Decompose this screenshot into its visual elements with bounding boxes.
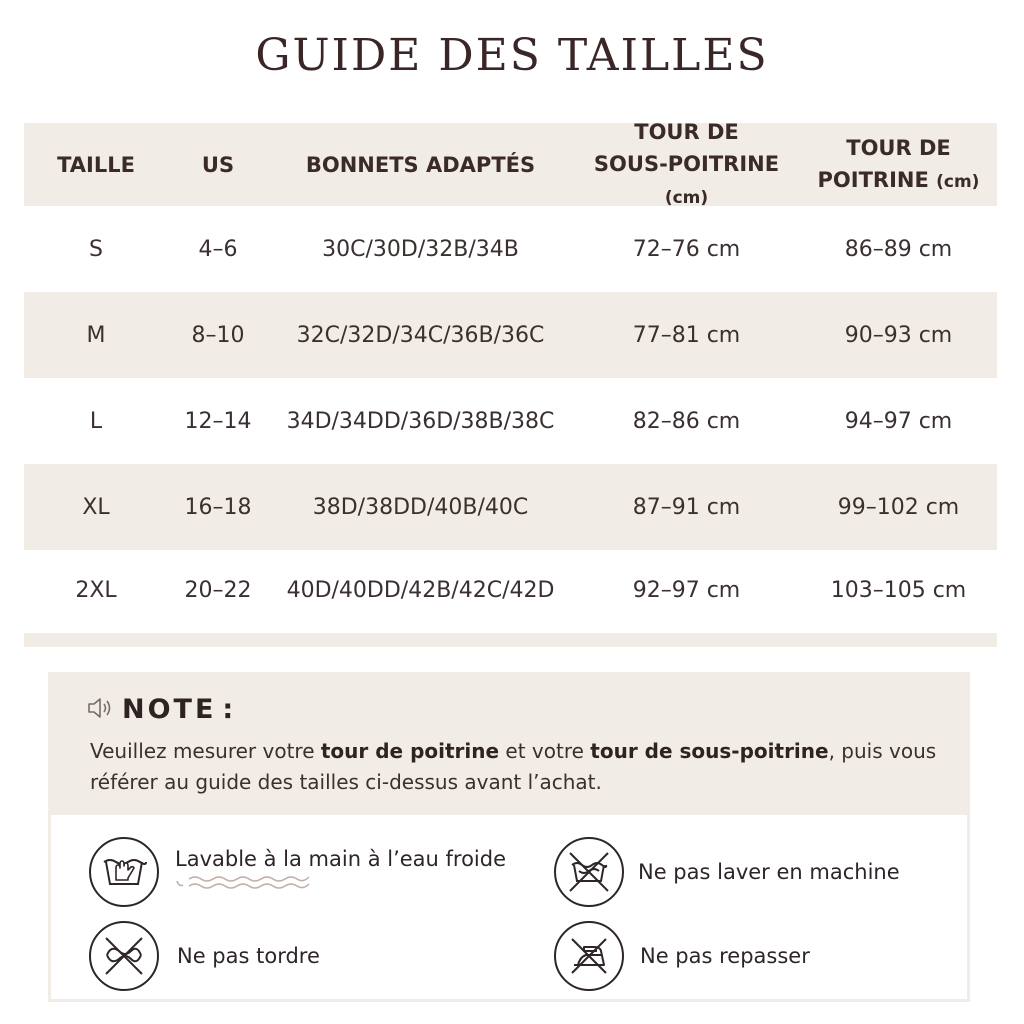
table-row — [24, 292, 997, 378]
no-wring-icon — [89, 921, 159, 991]
speaker-icon — [86, 695, 122, 725]
cell-poitrine: 90–93 cm — [844, 322, 953, 348]
note-box — [48, 672, 970, 1002]
note-text-part2: et votre — [499, 739, 591, 763]
care-item-hand-wash-text — [175, 847, 506, 897]
header-sous-poitrine — [573, 116, 800, 214]
table-row — [24, 378, 997, 464]
cell-us: 12–14 — [184, 408, 252, 434]
size-table — [24, 119, 997, 630]
care-item-no-machine-wash — [554, 837, 900, 907]
care-item-no-iron — [554, 921, 810, 991]
care-label-no-iron: Ne pas repasser — [640, 944, 810, 968]
header-poitrine-line2 — [800, 164, 997, 198]
header-sous-poitrine-line2 — [573, 148, 800, 214]
cell-us: 20–22 — [184, 577, 252, 603]
cell-sous-poitrine: 87–91 cm — [632, 494, 741, 520]
wave-decoration — [175, 871, 315, 893]
cell-sous-poitrine: 77–81 cm — [632, 322, 741, 348]
care-label-hand-wash: Lavable à la main à l’eau froide — [175, 847, 507, 871]
header-poitrine — [800, 132, 997, 198]
note-bold-sous-poitrine: tour de sous-poitrine — [590, 739, 829, 763]
cell-taille: S — [89, 236, 103, 262]
cell-poitrine: 86–89 cm — [844, 236, 953, 262]
table-row — [24, 206, 997, 292]
cell-bonnets: 38D/38DD/40B/40C — [312, 494, 529, 520]
header-sous-poitrine-line1: TOUR DE — [634, 119, 739, 144]
header-bonnets: BONNETS ADAPTÉS — [305, 152, 536, 177]
no-iron-icon — [554, 921, 624, 991]
hand-wash-icon — [89, 837, 159, 907]
note-text — [90, 736, 950, 798]
header-poitrine-text: POITRINE — [817, 167, 929, 192]
cell-taille: XL — [82, 494, 110, 520]
cell-us: 8–10 — [191, 322, 245, 348]
no-machine-wash-icon — [554, 837, 624, 907]
header-poitrine-line1: TOUR DE — [846, 135, 951, 160]
cell-taille: M — [86, 322, 106, 348]
cell-sous-poitrine: 82–86 cm — [632, 408, 741, 434]
cell-taille: 2XL — [75, 577, 117, 603]
care-label-no-machine-wash: Ne pas laver en machine — [638, 860, 900, 884]
table-row — [24, 464, 997, 550]
page-title: GUIDE DES TAILLES — [255, 30, 769, 81]
cell-taille: L — [89, 408, 103, 434]
cell-poitrine: 94–97 cm — [844, 408, 953, 434]
care-instructions — [51, 815, 967, 999]
note-bold-poitrine: tour de poitrine — [320, 739, 500, 763]
header-sous-poitrine-unit: (cm) — [664, 187, 709, 208]
note-text-part1: Veuillez mesurer votre — [90, 739, 321, 763]
table-row — [24, 550, 997, 630]
note-colon: : — [222, 694, 237, 725]
care-label-no-wring: Ne pas tordre — [177, 944, 320, 968]
care-item-hand-wash — [89, 837, 506, 907]
cell-bonnets: 34D/34DD/36D/38B/38C — [286, 408, 555, 434]
cell-bonnets: 30C/30D/32B/34B — [322, 236, 519, 262]
table-bottom-band — [24, 633, 997, 647]
header-us: US — [201, 152, 235, 177]
header-sous-poitrine-text: SOUS-POITRINE — [593, 151, 780, 176]
note-text-line2: référer au guide des tailles ci-dessus avant l’achat. — [90, 770, 602, 794]
cell-poitrine: 99–102 cm — [837, 494, 960, 520]
note-heading — [86, 694, 236, 725]
cell-bonnets: 40D/40DD/42B/42C/42D — [286, 577, 555, 603]
table-header-row — [24, 119, 997, 208]
cell-us: 16–18 — [184, 494, 252, 520]
cell-us: 4–6 — [198, 236, 238, 262]
cell-sous-poitrine: 72–76 cm — [632, 236, 741, 262]
note-label: NOTE — [122, 694, 217, 725]
care-item-no-wring — [89, 921, 320, 991]
header-taille: TAILLE — [57, 152, 135, 177]
cell-bonnets: 32C/32D/34C/36B/36C — [296, 322, 545, 348]
note-text-part3: , puis vous — [828, 739, 937, 763]
cell-poitrine: 103–105 cm — [830, 577, 967, 603]
header-poitrine-unit: (cm) — [936, 171, 980, 192]
cell-sous-poitrine: 92–97 cm — [632, 577, 741, 603]
